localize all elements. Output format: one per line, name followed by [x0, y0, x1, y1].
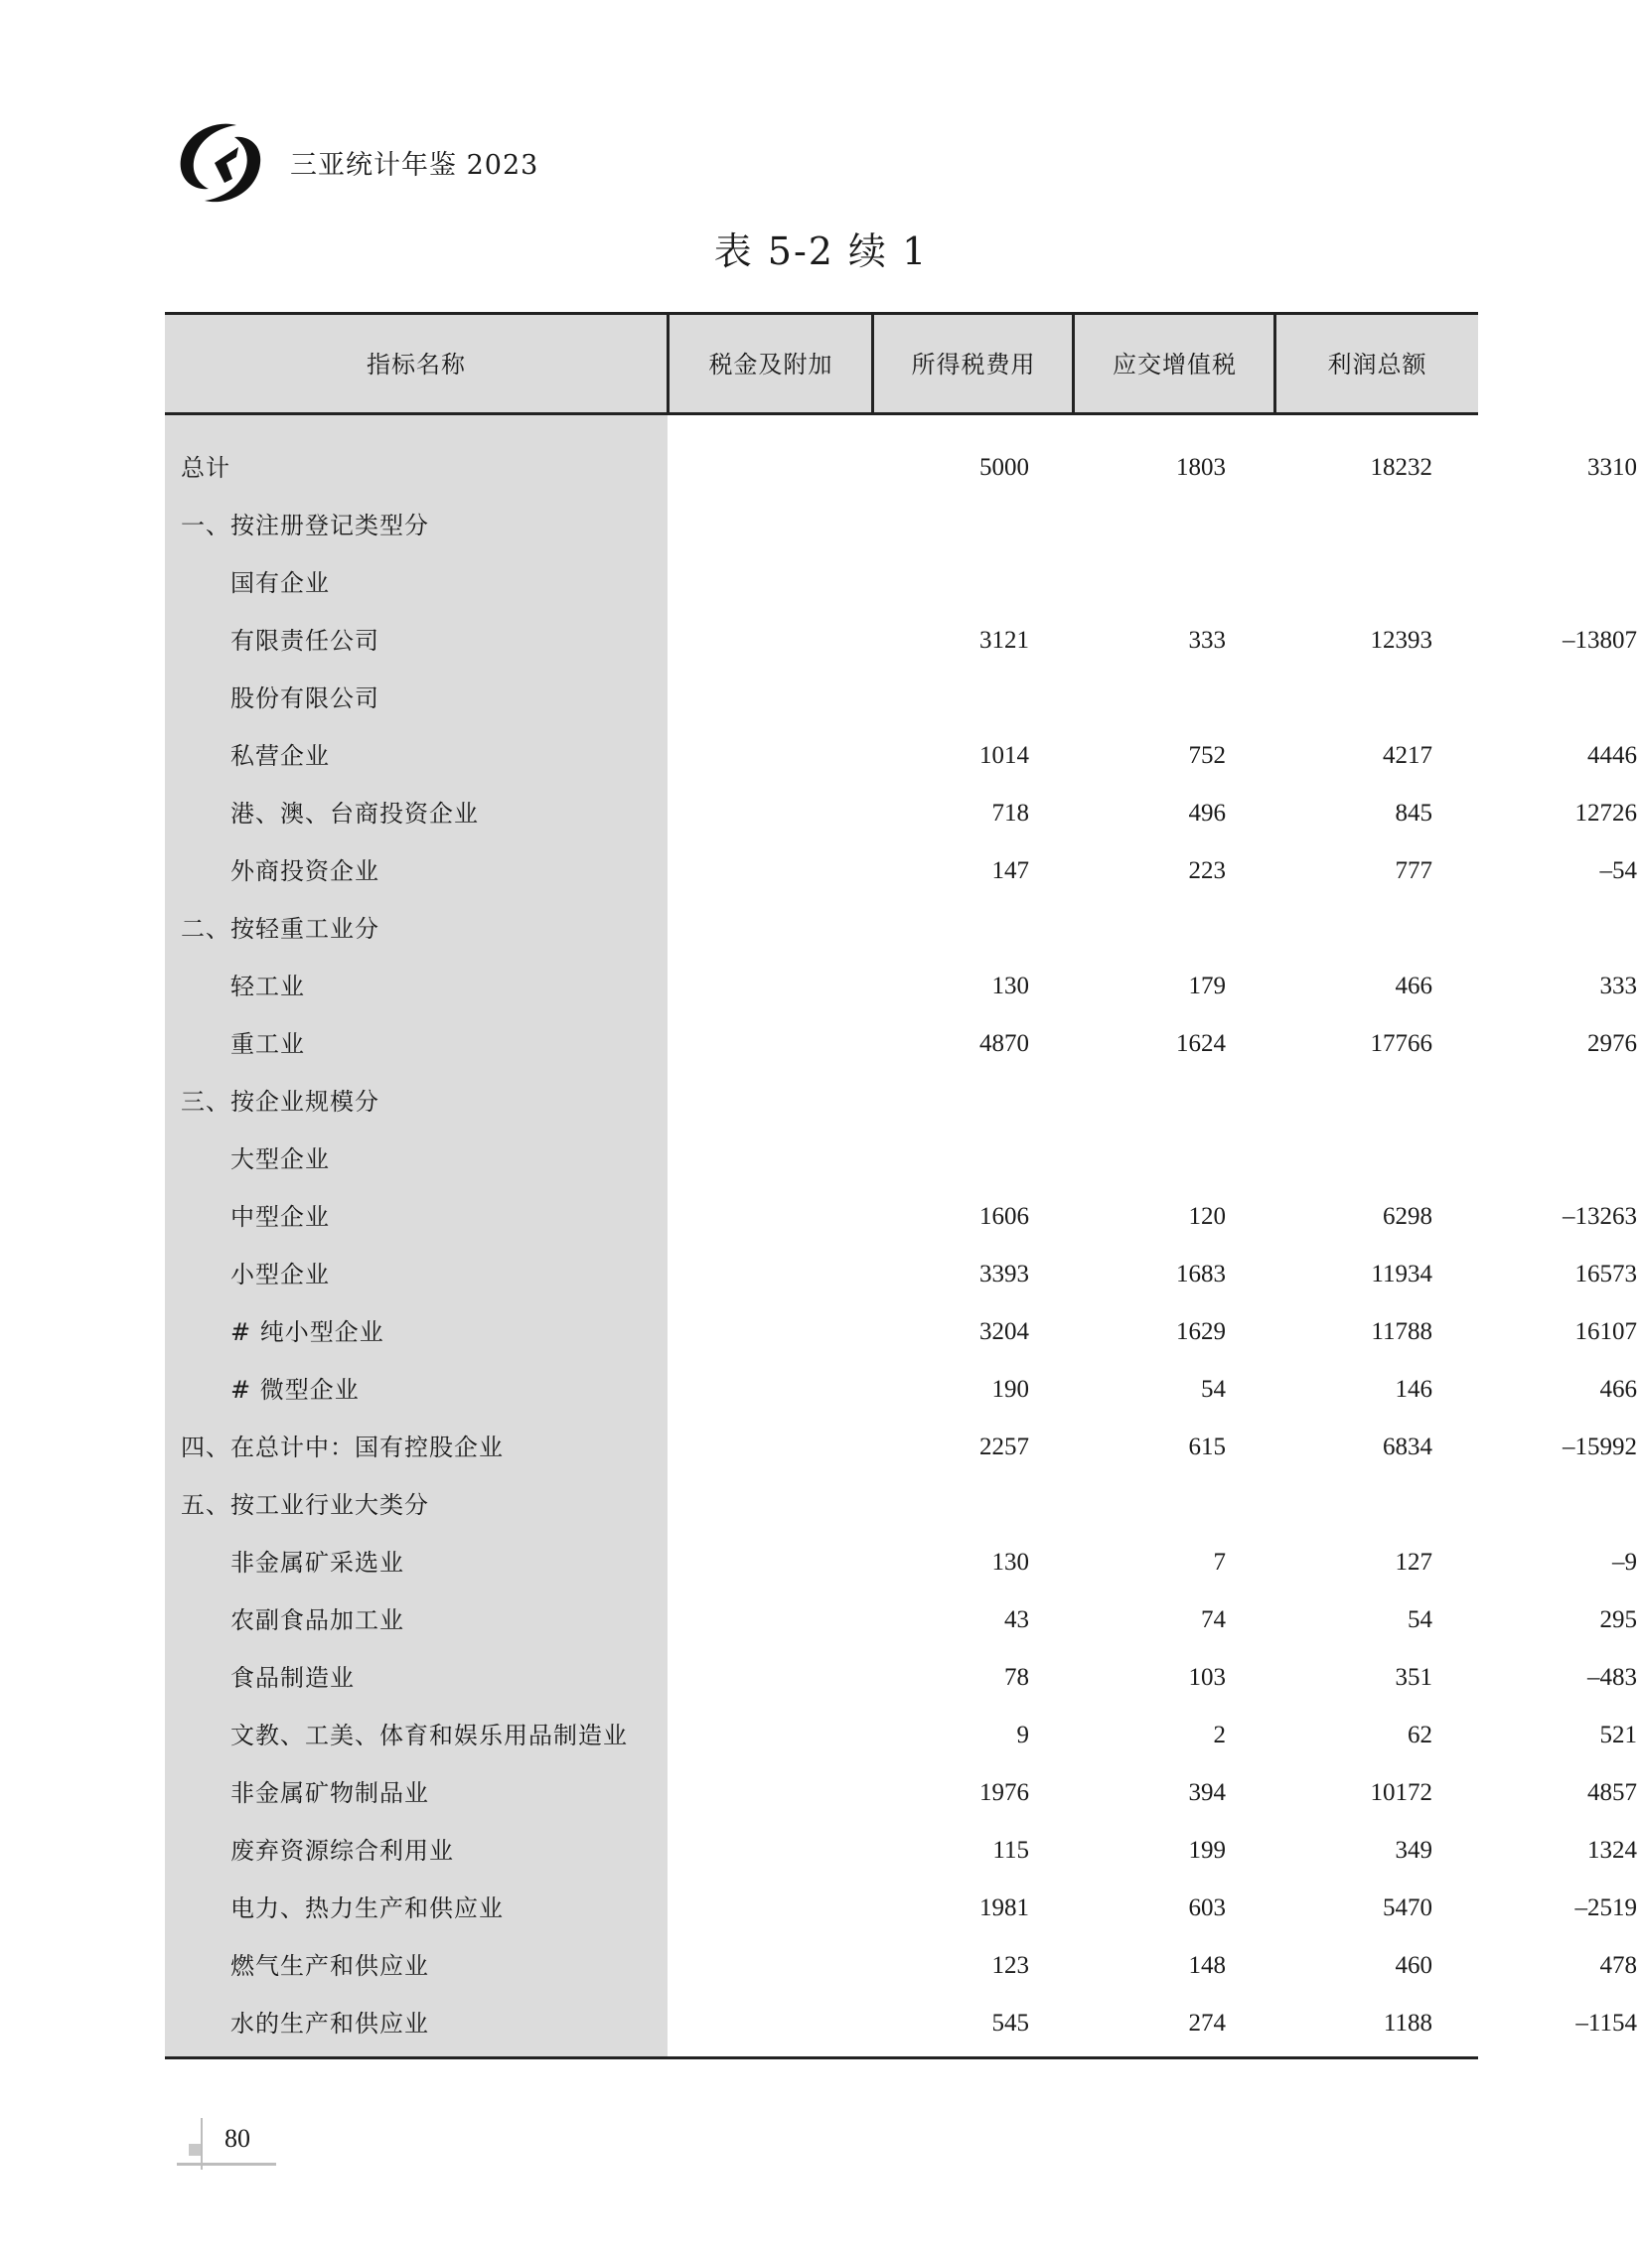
row-label: 农副食品加工业 — [230, 1606, 404, 1634]
cell-total-profit: 333 — [1599, 973, 1637, 999]
column-header-indicator: 指标名称 — [367, 351, 466, 378]
cell-vat-payable: 62 — [1408, 1722, 1432, 1748]
cell-income-tax: 274 — [1188, 2010, 1226, 2037]
cell-income-tax: 1629 — [1176, 1318, 1226, 1345]
table-row — [165, 1188, 1637, 1246]
cell-vat-payable: 4217 — [1383, 742, 1432, 769]
cell-vat-payable: 5470 — [1383, 1894, 1432, 1921]
row-label: # 微型企业 — [230, 1376, 360, 1404]
cell-income-tax: 120 — [1188, 1203, 1226, 1230]
cell-total-profit: –9 — [1612, 1549, 1637, 1576]
cell-vat-payable: 6298 — [1383, 1203, 1432, 1230]
yearbook-logo-icon — [175, 117, 266, 209]
cell-total-profit: 2976 — [1587, 1030, 1637, 1057]
row-label: 轻工业 — [230, 973, 305, 1000]
cell-vat-payable: 351 — [1395, 1664, 1432, 1691]
book-title: 三亚统计年鉴 2023 — [290, 150, 539, 181]
cell-taxes-surcharges: 1976 — [979, 1779, 1029, 1806]
cell-taxes-surcharges: 43 — [1004, 1606, 1029, 1633]
row-label: 废弃资源综合利用业 — [230, 1837, 454, 1865]
table-row — [165, 1822, 1637, 1880]
cell-vat-payable: 11788 — [1371, 1318, 1432, 1345]
cell-taxes-surcharges: 1981 — [979, 1894, 1029, 1921]
cell-income-tax: 333 — [1188, 627, 1226, 654]
cell-taxes-surcharges: 1014 — [979, 742, 1029, 769]
cell-taxes-surcharges: 5000 — [979, 454, 1029, 481]
cell-total-profit: 521 — [1599, 1722, 1637, 1748]
cell-income-tax: 1803 — [1176, 454, 1226, 481]
cell-vat-payable: 146 — [1395, 1376, 1432, 1403]
row-label: 重工业 — [230, 1030, 305, 1058]
cell-income-tax: 2 — [1213, 1722, 1226, 1748]
table-row — [165, 1246, 1637, 1303]
row-label: 非金属矿采选业 — [230, 1549, 404, 1577]
table-row — [165, 958, 1637, 1015]
cell-income-tax: 7 — [1213, 1549, 1226, 1576]
cell-vat-payable: 10172 — [1370, 1779, 1432, 1806]
row-label: 港、澳、台商投资企业 — [230, 800, 479, 828]
table-row — [165, 1764, 1637, 1822]
cell-total-profit: 466 — [1599, 1376, 1637, 1403]
cell-vat-payable: 1188 — [1383, 2010, 1432, 2037]
cell-vat-payable: 466 — [1395, 973, 1432, 999]
table-row — [165, 727, 1637, 785]
cell-income-tax: 603 — [1188, 1894, 1226, 1921]
row-label: 二、按轻重工业分 — [181, 915, 379, 943]
column-header-total-profit: 利润总额 — [1327, 351, 1427, 378]
page-marker-square — [189, 2144, 201, 2156]
cell-vat-payable: 460 — [1395, 1952, 1432, 1979]
row-label: 小型企业 — [230, 1261, 330, 1288]
cell-taxes-surcharges: 1606 — [979, 1203, 1029, 1230]
row-label: 电力、热力生产和供应业 — [230, 1894, 504, 1922]
cell-total-profit: 3310 — [1587, 454, 1637, 481]
column-header-taxes-surcharges: 税金及附加 — [708, 351, 833, 378]
row-label: 私营企业 — [230, 742, 330, 770]
table-row — [165, 1534, 1637, 1591]
row-label: 五、按工业行业大类分 — [181, 1491, 429, 1519]
table-row — [165, 1937, 1637, 1995]
cell-taxes-surcharges: 2257 — [979, 1434, 1029, 1460]
cell-taxes-surcharges: 130 — [991, 1549, 1029, 1576]
table-row — [165, 1995, 1637, 2052]
cell-total-profit: 4446 — [1587, 742, 1637, 769]
row-label: 有限责任公司 — [230, 627, 379, 655]
cell-total-profit: 295 — [1599, 1606, 1637, 1633]
cell-vat-payable: 18232 — [1370, 454, 1432, 481]
cell-total-profit: –15992 — [1563, 1434, 1637, 1460]
cell-total-profit: –13263 — [1563, 1203, 1637, 1230]
row-label: 四、在总计中：国有控股企业 — [181, 1434, 504, 1461]
cell-vat-payable: 12393 — [1370, 627, 1432, 654]
cell-taxes-surcharges: 3121 — [979, 627, 1029, 654]
table-row — [165, 1591, 1637, 1649]
table-row — [165, 497, 1478, 554]
cell-vat-payable: 777 — [1395, 857, 1432, 884]
table-bottom-rule — [165, 2056, 1478, 2059]
table-row — [165, 439, 1637, 497]
cell-income-tax: 615 — [1188, 1434, 1226, 1460]
cell-vat-payable: 6834 — [1383, 1434, 1432, 1460]
row-label: 外商投资企业 — [230, 857, 379, 885]
cell-income-tax: 1624 — [1176, 1030, 1226, 1057]
cell-income-tax: 1683 — [1176, 1261, 1226, 1287]
column-header-vat-payable: 应交增值税 — [1113, 351, 1237, 378]
cell-income-tax: 223 — [1188, 857, 1226, 884]
page-number: 80 — [224, 2124, 250, 2153]
column-header-income-tax: 所得税费用 — [911, 351, 1036, 378]
cell-total-profit: 16107 — [1574, 1318, 1637, 1345]
table-row — [165, 1649, 1637, 1707]
table-body — [165, 439, 1637, 2052]
cell-total-profit: 16573 — [1574, 1261, 1637, 1287]
cell-total-profit: 1324 — [1587, 1837, 1637, 1864]
row-label: 文教、工美、体育和娱乐用品制造业 — [230, 1722, 628, 1749]
row-label: 股份有限公司 — [230, 684, 379, 712]
cell-vat-payable: 11934 — [1371, 1261, 1432, 1287]
cell-total-profit: 478 — [1599, 1952, 1637, 1979]
row-label: 中型企业 — [230, 1203, 330, 1231]
table-row — [165, 1131, 1478, 1188]
page-marker-line — [177, 2163, 276, 2166]
table-row — [165, 670, 1478, 727]
cell-income-tax: 103 — [1188, 1664, 1226, 1691]
cell-total-profit: –54 — [1599, 857, 1637, 884]
table-title: 表 5-2 续 1 — [713, 229, 929, 273]
cell-taxes-surcharges: 115 — [992, 1837, 1029, 1864]
table-row — [165, 1419, 1637, 1476]
cell-vat-payable: 349 — [1395, 1837, 1432, 1864]
row-label: 非金属矿物制品业 — [230, 1779, 429, 1807]
cell-taxes-surcharges: 78 — [1004, 1664, 1029, 1691]
row-label: 食品制造业 — [230, 1664, 355, 1692]
cell-total-profit: –13807 — [1563, 627, 1637, 654]
cell-taxes-surcharges: 123 — [991, 1952, 1029, 1979]
cell-income-tax: 54 — [1201, 1376, 1226, 1403]
cell-total-profit: –1154 — [1575, 2010, 1637, 2037]
cell-income-tax: 752 — [1188, 742, 1226, 769]
cell-income-tax: 394 — [1188, 1779, 1226, 1806]
cell-taxes-surcharges: 130 — [991, 973, 1029, 999]
table-row — [165, 842, 1637, 900]
table-row — [165, 1880, 1637, 1937]
cell-total-profit: –2519 — [1574, 1894, 1637, 1921]
row-label: 总计 — [181, 454, 230, 482]
table-header-rule — [165, 412, 1478, 415]
cell-vat-payable: 127 — [1395, 1549, 1432, 1576]
cell-taxes-surcharges: 3204 — [979, 1318, 1029, 1345]
row-label: 一、按注册登记类型分 — [181, 512, 429, 539]
cell-vat-payable: 54 — [1408, 1606, 1432, 1633]
cell-income-tax: 74 — [1201, 1606, 1226, 1633]
cell-taxes-surcharges: 147 — [991, 857, 1029, 884]
table-row — [165, 1476, 1478, 1534]
row-label: # 纯小型企业 — [230, 1318, 384, 1346]
page-marker-divider — [201, 2118, 203, 2170]
row-label: 三、按企业规模分 — [181, 1088, 379, 1116]
cell-income-tax: 148 — [1188, 1952, 1226, 1979]
row-label: 大型企业 — [230, 1145, 330, 1173]
cell-taxes-surcharges: 9 — [1016, 1722, 1029, 1748]
cell-vat-payable: 845 — [1395, 800, 1432, 827]
row-label: 水的生产和供应业 — [230, 2010, 429, 2038]
cell-taxes-surcharges: 190 — [991, 1376, 1029, 1403]
cell-vat-payable: 17766 — [1370, 1030, 1432, 1057]
table-row — [165, 1707, 1637, 1764]
cell-taxes-surcharges: 718 — [991, 800, 1029, 827]
table-row — [165, 785, 1637, 842]
cell-income-tax: 199 — [1188, 1837, 1226, 1864]
table-row — [165, 1361, 1637, 1419]
cell-taxes-surcharges: 3393 — [979, 1261, 1029, 1287]
table-row — [165, 900, 1478, 958]
table-row — [165, 554, 1478, 612]
cell-taxes-surcharges: 545 — [991, 2010, 1029, 2037]
cell-total-profit: 4857 — [1587, 1779, 1637, 1806]
table-row — [165, 1303, 1637, 1361]
cell-total-profit: –483 — [1587, 1664, 1637, 1691]
row-label: 燃气生产和供应业 — [230, 1952, 429, 1980]
row-label: 国有企业 — [230, 569, 330, 597]
cell-total-profit: 12726 — [1574, 800, 1637, 827]
table-row — [165, 1015, 1637, 1073]
cell-income-tax: 496 — [1188, 800, 1226, 827]
table-row — [165, 612, 1637, 670]
table-row — [165, 1073, 1478, 1131]
cell-income-tax: 179 — [1188, 973, 1226, 999]
cell-taxes-surcharges: 4870 — [979, 1030, 1029, 1057]
